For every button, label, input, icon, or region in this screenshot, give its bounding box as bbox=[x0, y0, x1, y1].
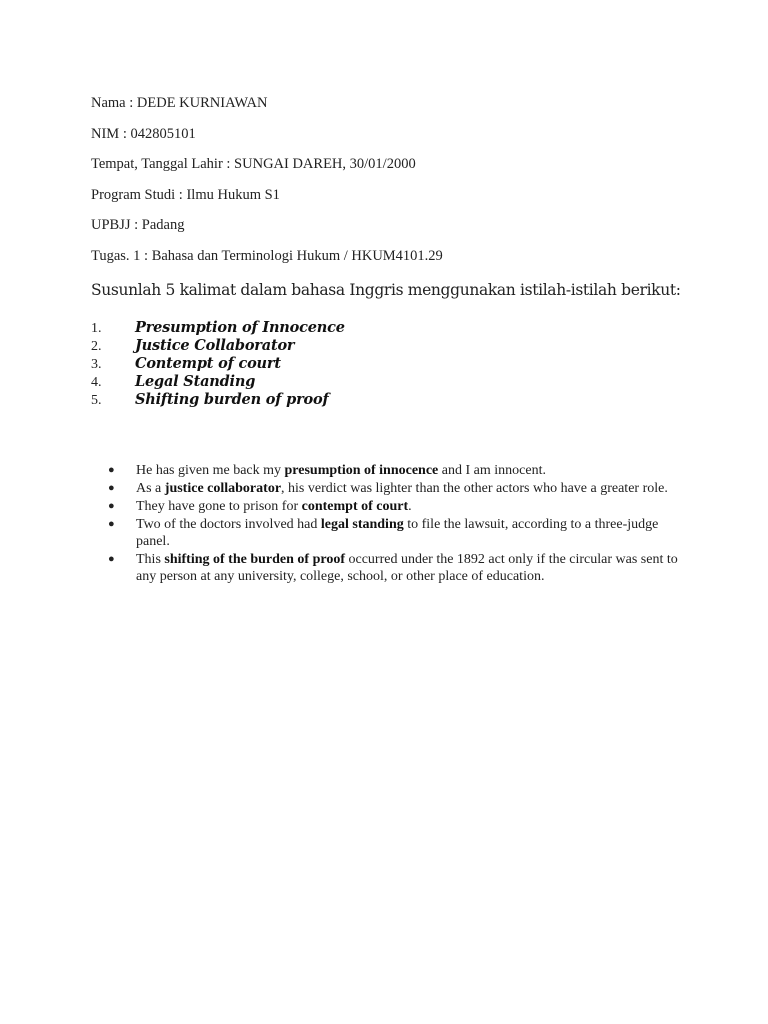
sentence-text-before: He has given me back my bbox=[136, 463, 285, 478]
bullet-icon: ● bbox=[108, 518, 115, 530]
bullet-icon: ● bbox=[108, 482, 115, 494]
student-name: Nama : DEDE KURNIAWAN bbox=[91, 95, 268, 111]
sentence-text-before: This bbox=[136, 552, 165, 567]
sentence-item bbox=[108, 516, 688, 550]
sentence-keyword: shifting of the burden of proof bbox=[164, 552, 345, 567]
student-nim: NIM : 042805101 bbox=[91, 125, 196, 142]
upbjj: UPBJJ : Padang bbox=[91, 217, 185, 234]
terms-list bbox=[91, 318, 345, 408]
study-program: Program Studi : Ilmu Hukum S1 bbox=[91, 186, 280, 203]
sentence-keyword: legal standing bbox=[320, 517, 404, 532]
sentences-list bbox=[108, 462, 688, 586]
term-text: Shifting burden of proof bbox=[135, 391, 329, 408]
instruction-text: Susunlah 5 kalimat dalam bahasa Inggris menggunakan istilah-istilah berikut: bbox=[91, 281, 681, 299]
sentence-item bbox=[108, 498, 688, 515]
bullet-icon: ● bbox=[108, 553, 115, 565]
sentence-text-after: and I am innocent. bbox=[438, 463, 546, 478]
term-item bbox=[91, 336, 345, 354]
term-number: 5. bbox=[91, 393, 102, 408]
term-number: 4. bbox=[91, 375, 102, 390]
sentence-item bbox=[108, 551, 688, 585]
term-text: Presumption of Innocence bbox=[135, 319, 345, 336]
sentence-text-after: , his verdict was lighter than the other actors who have a greater role. bbox=[281, 481, 668, 496]
sentence-text-after: . bbox=[408, 499, 412, 514]
sentence-keyword: contempt of court bbox=[301, 499, 409, 514]
sentence-text-after: to file the lawsuit, according to a three-judge panel. bbox=[136, 517, 659, 549]
sentence-keyword: presumption of innocence bbox=[284, 463, 439, 478]
term-text: Justice Collaborator bbox=[135, 337, 295, 354]
term-item bbox=[91, 372, 345, 390]
sentence-text-before: As a bbox=[136, 481, 165, 496]
sentence-item bbox=[108, 480, 688, 497]
term-item bbox=[91, 318, 345, 336]
term-number: 2. bbox=[91, 339, 102, 354]
term-number: 3. bbox=[91, 357, 102, 372]
assignment-title: Tugas. 1 : Bahasa dan Terminologi Hukum / HKUM4101.29 bbox=[91, 247, 443, 264]
sentence-text-before: Two of the doctors involved had bbox=[136, 517, 321, 532]
student-info bbox=[91, 93, 443, 277]
sentence-text-after: occurred under the 1892 act only if the circular was sent to any person at any university, college, school, or other place of education. bbox=[136, 552, 678, 584]
term-text: Contempt of court bbox=[135, 355, 281, 372]
term-item bbox=[91, 354, 345, 372]
birth-place-date: Tempat, Tanggal Lahir : SUNGAI DAREH, 30/01/2000 bbox=[91, 156, 416, 173]
sentence-keyword: justice collaborator bbox=[164, 481, 282, 496]
bullet-icon: ● bbox=[108, 500, 115, 512]
sentence-text-before: They have gone to prison for bbox=[136, 499, 302, 514]
term-text: Legal Standing bbox=[135, 373, 256, 390]
term-number: 1. bbox=[91, 321, 102, 336]
term-item bbox=[91, 390, 345, 408]
bullet-icon: ● bbox=[108, 464, 115, 476]
sentence-item bbox=[108, 462, 688, 479]
